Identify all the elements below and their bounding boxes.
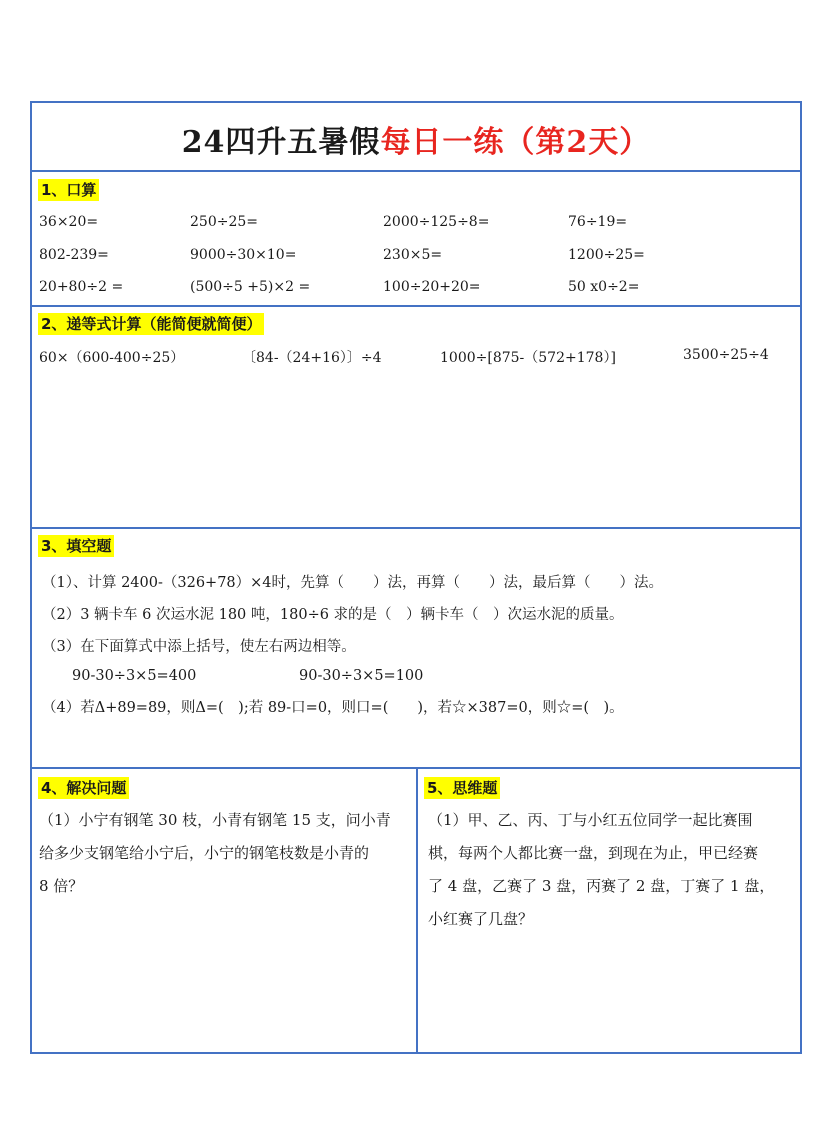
- equation-1: 90-30÷3×5=400: [72, 668, 197, 684]
- oral-item: 802-239=: [39, 247, 109, 263]
- thinking-line: 棋，每两个人都比赛一盘，到现在为止，甲已经赛: [428, 844, 759, 862]
- step-item: 1000÷[875-（572+178）]: [440, 350, 616, 366]
- oral-item: 76÷19=: [568, 214, 628, 230]
- section-2-heading: 2、递等式计算（能简便就简便）: [38, 313, 264, 335]
- section-5-heading: 5、思维题: [424, 777, 500, 799]
- oral-item: 250÷25=: [190, 214, 258, 230]
- thinking-text: [428, 804, 800, 936]
- oral-item: 230×5=: [383, 247, 443, 263]
- fill-line-4: （4）若Δ+89=89，则Δ=( );若 89-口=0，则口=( )，若☆×387=0，则☆=( )。: [42, 700, 624, 716]
- oral-item: 9000÷30×10=: [190, 247, 297, 263]
- title-row: [32, 103, 800, 172]
- problem-line: 给多少支钢笔给小宁后，小宁的钢笔枝数是小青的: [39, 844, 370, 862]
- thinking-line: 了 4 盘，乙赛了 3 盘，丙赛了 2 盘，丁赛了 1 盘，: [428, 877, 775, 895]
- page-title: [32, 103, 800, 161]
- fill-line-2: （2）3 辆卡车 6 次运水泥 180 吨，180÷6 求的是（ ）辆卡车（ ）次运水泥的质量。: [42, 607, 624, 623]
- title-black: 24四升五暑假: [181, 125, 381, 160]
- oral-item: 20+80÷2 =: [39, 279, 124, 295]
- oral-item: (500÷5 +5)×2 =: [190, 279, 311, 295]
- worksheet: [30, 101, 802, 1054]
- step-item: 60×（600-400÷25）: [39, 350, 185, 366]
- section-oral-calc: [32, 172, 800, 307]
- problem-solving-text: [39, 804, 409, 903]
- problem-line: （1）小宁有钢笔 30 枝，小青有钢笔 15 支，问小青: [39, 811, 391, 829]
- oral-item: 50 x0÷2=: [568, 279, 640, 295]
- section-1-heading: 1、口算: [38, 179, 99, 201]
- fill-line-3: （3）在下面算式中添上括号，使左右两边相等。: [42, 639, 356, 655]
- section-fill-blank: [32, 529, 800, 769]
- equation-2: 90-30÷3×5=100: [299, 668, 424, 684]
- fill-line-1: （1）、计算 2400-（326+78）×4时，先算（ ）法，再算（ ）法，最后算（ ）法。: [42, 575, 664, 591]
- oral-item: 100÷20+20=: [383, 279, 481, 295]
- oral-item: 36×20=: [39, 214, 99, 230]
- step-item: 3500÷25÷4: [683, 347, 769, 363]
- section-4-heading: 4、解决问题: [38, 777, 129, 799]
- oral-item: 2000÷125÷8=: [383, 214, 490, 230]
- column-divider: [416, 769, 418, 1054]
- problem-line: 8 倍？: [39, 877, 84, 895]
- section-3-heading: 3、填空题: [38, 535, 114, 557]
- step-item: 〔84-（24+16）〕÷4: [242, 350, 382, 366]
- thinking-line: （1）甲、乙、丙、丁与小红五位同学一起比赛围: [428, 811, 753, 829]
- thinking-line: 小红赛了几盘？: [428, 910, 534, 928]
- oral-item: 1200÷25=: [568, 247, 645, 263]
- section-step-calc: [32, 307, 800, 529]
- title-red: 每日一练（第2天）: [380, 125, 651, 160]
